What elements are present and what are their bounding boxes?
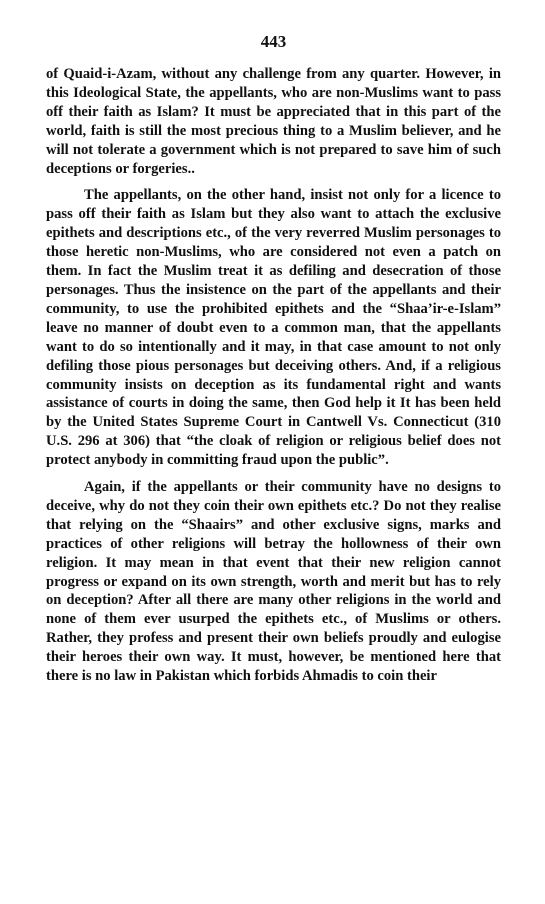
- paragraph-3: Again, if the appellants or their community have no designs to deceive, why do not they coin their own epithets etc.? Do not they realise that relying on the “Shaairs” and other exclusive signs, marks and practices of other religions will betray the hollowness of their own religion. It may mean in that event that their new religion cannot progress or expand on its own strength, worth and merit but has to rely on deception? After all there are many other religions in the world and none of them ever usurped the epithets etc., of Muslims or others. Rather, they profess and present their own beliefs proudly and eulogise their heroes their own way. It must, however, be mentioned here that there is no law in Pakistan which forbids Ahmadis to coin their: [46, 479, 501, 685]
- paragraph-2: The appellants, on the other hand, insist not only for a licence to pass off their faith as Islam but they also want to attach the exclusive epithets and descriptions etc., of the very reverred Muslim personages to those heretic non-Muslims, who are considered not even a patch on them. In fact the Muslim treat it as defiling and desecration of those personages. Thus the insistence on the part of the appellants and their community, to use the prohibited epithets and the “Shaa’ir-e-Islam” leave no manner of doubt even to a common man, that the appellants want to do so intentionally and it may, in that case amount to not only defiling those pious personages but deceiving others. And, if a religious community insists on deception as its fundamental right and wants assistance of courts in doing the same, then God help it It has been held by the United States Supreme Court in Cantwell Vs. Connecticut (310 U.S. 296 at 306) that “the cloak of religion or religious belief does not protect anybody in committing fraud upon the public”.: [46, 187, 501, 469]
- page-number: 443: [260, 32, 287, 51]
- paragraph-1: of Quaid-i-Azam, without any challenge from any quarter. However, in this Ideological State, the appellants, who are non-Muslims want to pass off their faith as Islam? It must be appreciated that in this part of the world, faith is still the most precious thing to a Muslim believer, and he will not tolerate a government which is not prepared to save him of such deceptions or forgeries..: [46, 66, 501, 177]
